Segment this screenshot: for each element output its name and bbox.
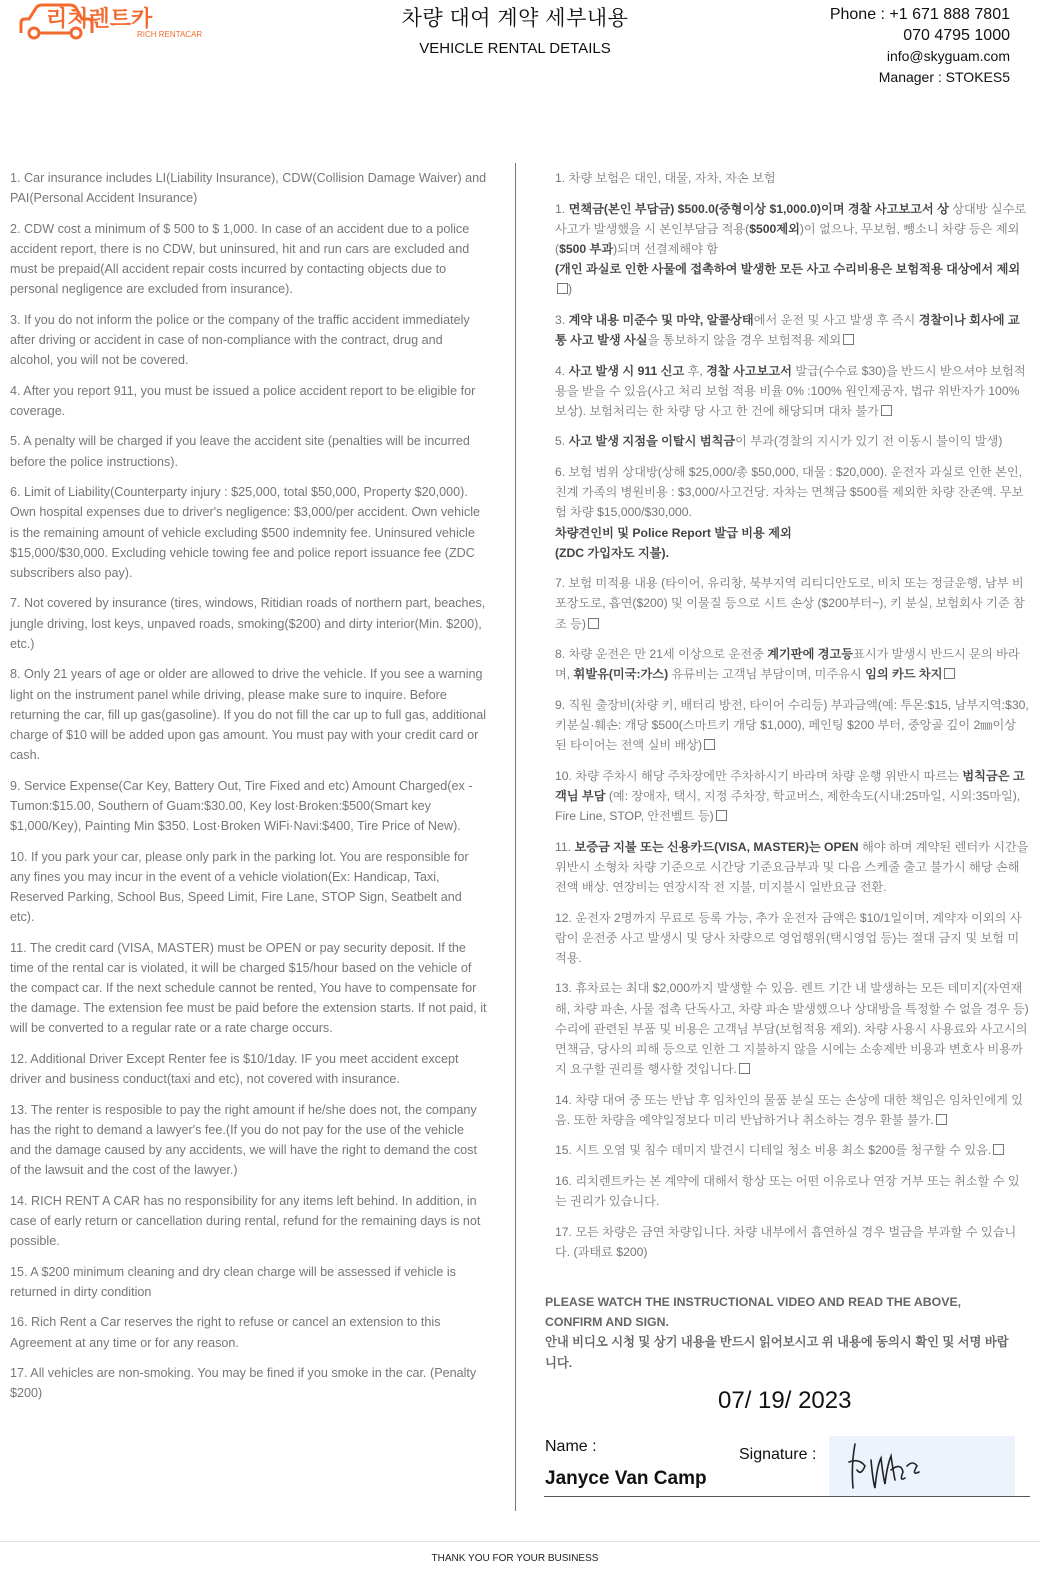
term-ko-2-d: $500제외 [749,221,800,236]
term-ko-8-c: 표시가 발생시 반드시 문의 바라며, [555,647,1020,682]
term-ko-8-a: 8. 차량 운전은 만 21세 이상으로 운전중 [555,647,768,662]
agree-checkbox-7[interactable] [588,618,599,629]
term-en-2: 2. CDW cost a minimum of $ 500 to $ 1,000. In case of an accident due to a police accident report, there is no CDW, but uninsured, hit and run cars are excluded and must be prepaid(All accident repair costs incurred by contacting objects due to personal negligence are excluded from insurance). [10,221,470,297]
term-ko-7-text: 7. 보험 미적용 내용 (타이어, 유리창, 북부지역 리티디안도로, 비치 또는 정글운행, 남부 비포장도로, 흡연($200) 및 이물질 등으로 시트 손상 ($200부터~), 키 분실, 보험회사 기준 참조 등) [555,576,1025,631]
agree-checkbox-14[interactable] [936,1114,947,1125]
manager: Manager : STOKES5 [878,69,1010,85]
term-ko-2-i: ) [568,282,573,297]
term-en-14: 14. RICH RENT A CAR has no responsibility for any items left behind. In addition, in case of early return or cancellation during rental, refund for the remaining days is not possible. [10,1193,481,1249]
term-ko-9 [555,695,1030,756]
term-ko-10-b: 범칙금은 고객님 부담 [555,768,1025,803]
term-en-8: 8. Only 21 years of age or older are allowed to drive the vehicle. If you see a warning light on the instrument panel while driving, please make sure to inquire. Before returning the car, fill up gas(gasoline). If you do not fill the car up to full gas, additional charge of $10 will be added upon gas amount. You must pay with your credit card or cash. [10,667,487,763]
term-ko-3-d: 경찰이나 회사에 교통 사고 발생 사실 [555,312,1020,348]
term-ko-14-text: 14. 차량 대여 중 또는 반납 후 임차인의 물품 분실 또는 손상에 대한 책임은 임차인에게 있음. 또한 차량을 예약일정보다 미리 반납하거나 취소하는 경우 환불 불가. [555,1092,1024,1127]
signature-label: Signature : [739,1446,817,1463]
term-ko-5-b: 사고 발생 지점을 이탈시 범칙금 [568,434,736,449]
renter-name: Janyce Van Camp [545,1468,707,1489]
term-ko-1: 1. 차량 보험은 대인, 대물, 자차, 자손 보험 [555,171,776,185]
term-en-3: 3. If you do not inform the police or the company of the traffic accident immediately after driving or accident in case of non-compliance with the contract, drug and alcohol, you will not be covered. [10,312,470,368]
term-en-16: 16. Rich Rent a Car reserves the right to refuse or cancel an extension to this Agreement at any time or for any reason. [10,1315,441,1350]
name-underline [544,1496,1030,1497]
term-ko-2-a: 1. [555,201,569,216]
term-ko-6 [555,462,1030,563]
term-ko-4 [555,361,1030,422]
term-ko-10 [555,766,1030,827]
signature-scribble-icon [829,1436,1015,1496]
term-en-11: 11. The credit card (VISA, MASTER) must be OPEN or pay security deposit. If the time of the rental car is violated, it will be charged $15/hour based on the vehicle of the compact car. If the next schedule cannot be rented, You have to compensate for the damage. The extension fee must be paid before the extension starts. If not paid, it will be converted to a regular rate or a rate charge occurs. [10,940,487,1036]
term-ko-2 [555,199,1030,300]
term-ko-8-f: 임의 카드 차지 [865,667,943,682]
footer-divider [0,1541,1040,1542]
term-ko-3-e: 을 통보하지 않을 경우 보험적용 제외 [647,333,842,348]
term-ko-12: 12. 운전자 2명까지 무료로 등록 가능, 추가 운전자 금액은 $10/1일이며, 계약자 이외의 사람이 운전중 사고 발생시 및 당사 차량으로 영업행위(택시영업 등)는 절대 금지 및 보험 미적용. [555,910,1022,965]
car-logo-icon [18,2,218,42]
term-ko-2-g: )되며 선결제해야 함 [613,241,719,256]
footer-thanks: THANK YOU FOR YOUR BUSINESS [431,1553,599,1564]
term-ko-10-a: 10. 차량 주차시 해당 주차장에만 주차하시기 바라며 차량 운행 위반시 따르는 [555,768,963,783]
term-ko-13-text: 13. 휴차료는 최대 $2,000까지 발생할 수 있음. 렌트 기간 내 발생하는 모든 데미지(자연재해, 차량 파손, 사물 접촉 단독사고, 차량 파손 발생했으나 상대방을 특정할 수 없을 경우 등) 수리에 관련된 부품 및 비용은 고객님 부담(보험적용 제외). 차량 사용시 사용료와 사고시의 면책금, 당사의 피해 등으로 인한 그 지불하지 않을 시에는 소송제반 비용과 변호사 비용까지 요구할 권리를 행사할 것입니다. [555,981,1029,1077]
term-en-10: 10. If you park your car, please only park in the parking lot. You are responsible for any fines you may incur in the event of a vehicle violation(Ex: Handicap, Taxi, Reserved Parking, School Bus, Speed Limit, Fire Lane, STOP Sign, Seatbelt and etc). [10,849,469,925]
term-ko-3 [555,310,1030,350]
term-ko-11 [555,837,1030,898]
term-ko-2-b: 면책금(본인 부담금) $500.0(중형이상 $1,000.0)이며 경찰 사고보고서 상 [568,201,949,216]
term-ko-5-c: 이 부과(경찰의 지시가 있기 전 이동시 불이익 발생) [735,434,1003,449]
logo-subtext: RICH RENTACAR [137,30,203,39]
term-ko-3-c: 에서 운전 및 사고 발생 후 즉시 [753,312,919,327]
phone-number-2: 070 4795 1000 [903,27,1010,44]
term-ko-2-h: (개인 과실로 인한 사물에 접촉하여 발생한 모든 사고 수리비용은 보험적용 대상에서 제외 [555,262,1021,277]
term-ko-10-c: (예: 장애자, 택시, 지정 주차장, 학교버스, 제한속도(시내:25마일, 시외:35마일), Fire Line, STOP, 안전벨트 등) [555,788,1021,824]
term-ko-15-text: 15. 시트 오염 및 침수 데미지 발견시 디테일 청소 비용 최소 $200를 청구할 수 있음. [555,1143,992,1158]
term-ko-2-e: )이 없으나, 무보험, 뺑소니 차량 등은 제외( [555,221,1020,256]
term-en-6: 6. Limit of Liability(Counterparty injury : $25,000, total $50,000, Property $20,000). Own hospital expenses due to driver's negligence: $3,000/per accident. Own vehicle is the remaining amount of vehicle excluding $500 indemnity fee. Uninsured vehicle $15,000/$30,000. Excluding vehicle towing fee and police report issuance fee (ZDC subscribers also pay). [10,485,481,580]
term-ko-11-c: 해야 하며 계약된 렌터카 시간을 위반시 소형차 차량 기준으로 시간당 기준요금부과 및 다음 스케줄 출고 불가시 해당 손해 전액 배상. 연장비는 연장시작 전 지불, 미지불시 일반요금 전환. [555,839,1029,895]
contract-date: 07/ 19/ 2023 [718,1387,852,1414]
term-ko-3-a: 3. [555,312,569,327]
term-ko-6-b: 차량견인비 및 Police Report 발급 비용 제외 [555,525,792,540]
logo-text: 리치렌트카 [46,7,153,32]
term-ko-2-c: 상대방 실수로 사고가 발생했을 시 본인부담금 적용( [555,201,1027,236]
column-divider [515,163,516,1511]
agree-checkbox-15[interactable] [993,1144,1004,1155]
term-ko-4-e: 발급(수수료 $30)을 반드시 받으셔야 보험적용을 받을 수 있음(사고 처리 보험 적용 비율 0% :100% 원인제공자, 법규 위반자가 100% 보상). 보험처리는 한 차량 당 사고 한 건에 해당되며 대차 불가 [555,363,1026,418]
term-ko-8 [555,644,1030,684]
term-en-15: 15. A $200 minimum cleaning and dry clean charge will be assessed if vehicle is returned in dirty condition [10,1264,456,1299]
term-ko-2-f: $500 부과 [559,241,614,256]
agree-checkbox-13[interactable] [739,1063,750,1074]
term-ko-5-a: 5. [555,434,569,449]
term-ko-8-e: 유류비는 고객님 부담이며, 미주유시 [668,667,866,682]
notice-english: PLEASE WATCH THE INSTRUCTIONAL VIDEO AND READ THE ABOVE, CONFIRM AND SIGN. [545,1295,962,1330]
term-ko-15 [555,1140,1030,1160]
term-en-13: 13. The renter is resposible to pay the right amount if he/she does not, the company has the right to demand a lawyer's fee.(If you do not pay for the use of the vehicle and the damage caused by any accidents, we will have the right to demand the cost of the lawsuit and the cost of the lawyer.) [10,1102,477,1178]
phone-number: Phone : +1 671 888 7801 [829,6,1010,23]
term-en-12: 12. Additional Driver Except Renter fee is $10/1day. IF you meet accident except driver and business conduct(taxi and etc), not covered with insurance. [10,1051,459,1087]
signature-pad[interactable] [829,1436,1015,1496]
sign-notice [545,1292,1015,1373]
term-ko-4-c: 후, [684,363,707,378]
title-korean: 차량 대여 계약 세부내용 [401,7,629,30]
term-ko-8-d: 휘발유(미국:가스) [573,667,669,682]
agree-checkbox-8[interactable] [944,668,955,679]
term-ko-13 [555,978,1030,1079]
agree-checkbox-10[interactable] [716,810,727,821]
terms-english [10,168,488,1414]
term-ko-6-a: 6. 보험 범위 상대방(상해 $25,000/총 $50,000, 대물 : $20,000). 운전자 과실로 인한 본인, 친계 가족의 병원비용 : $3,000/사고건당. 자차는 면책금 $500를 제외한 차량 잔존액. 무보험 차량 $15,000/$30,000. [555,464,1024,520]
term-ko-14 [555,1090,1030,1130]
term-ko-3-b: 계약 내용 미준수 및 마약, 알콜상태 [568,312,754,327]
contact-info [830,4,1010,88]
term-ko-11-b: 보증금 지불 또는 신용카드(VISA, MASTER)는 OPEN [574,839,859,854]
title-english: VEHICLE RENTAL DETAILS [419,40,611,57]
term-en-1: 1. Car insurance includes LI(Liability Insurance), CDW(Collision Damage Waiver) and PAI(Personal Accident Insurance) [10,171,487,206]
name-label: Name : [545,1438,597,1455]
term-ko-4-d: 경찰 사고보고서 [706,363,792,378]
agree-checkbox-2[interactable] [557,283,568,294]
company-logo [18,2,218,42]
term-en-7: 7. Not covered by insurance (tires, windows, Ritidian roads of northern part, beaches, jungle driving, lost keys, unpaved roads, smoking($200) and dirty interior(Min. $200), etc.) [10,596,486,651]
email: info@skyguam.com [886,48,1010,64]
agree-checkbox-9[interactable] [704,739,715,750]
term-en-5: 5. A penalty will be charged if you leave the accident site (penalties will be incurred before the police instructions). [10,434,470,469]
term-ko-7 [555,573,1030,634]
term-en-17: 17. All vehicles are non-smoking. You may be fined if you smoke in the car. (Penalty $200) [10,1366,477,1401]
agree-checkbox-4[interactable] [881,405,892,416]
term-ko-17: 17. 모든 차량은 금연 차량입니다. 차량 내부에서 흡연하실 경우 벌금을 부과할 수 있습니다. (과태료 $200) [555,1224,1017,1259]
term-en-9: 9. Service Expense(Car Key, Battery Out, Tire Fixed and etc) Amount Charged(ex - Tumon:$15.00, Southern of Guam:$30.00, Key lost·Broken:$500(Smart key $1,000/Key), Painting Min $350. Lost·Broken WiFi·Navi:$400, Tire Price of New). [10,778,473,834]
term-ko-4-a: 4. [555,363,569,378]
term-ko-11-a: 11. [555,839,575,854]
term-ko-4-b: 사고 발생 시 911 신고 [568,363,685,378]
notice-korean: 안내 비디오 시청 및 상기 내용을 반드시 읽어보시고 위 내용에 동의시 확인 및 서명 바랍니다. [545,1335,1009,1370]
term-en-4: 4. After you report 911, you must be issued a police accident report to be eligible for coverage. [10,383,476,418]
term-ko-5 [555,431,1030,451]
document-title [330,2,700,57]
agree-checkbox-3[interactable] [843,334,854,345]
term-ko-16: 16. 리치렌트카는 본 계약에 대해서 항상 또는 어떤 이유로나 연장 거부 또는 취소할 수 있는 권리가 있습니다. [555,1173,1020,1209]
term-ko-8-b: 계기판에 경고등 [767,647,854,662]
terms-korean [555,168,1030,1272]
term-ko-9-text: 9. 직원 출장비(차량 키, 배터리 방전, 타이어 수리등) 부과금액(예: 투몬:$15, 남부지역:$30, 키분실·훼손: 개당 $500(스마트키 개당 $1,000), 페인팅 $200 부터, 중앙골 깊이 2㎜이상 된 타이어는 전액 실비 배상) [555,697,1029,753]
term-ko-6-c: (ZDC 가입자도 지불). [555,545,669,560]
